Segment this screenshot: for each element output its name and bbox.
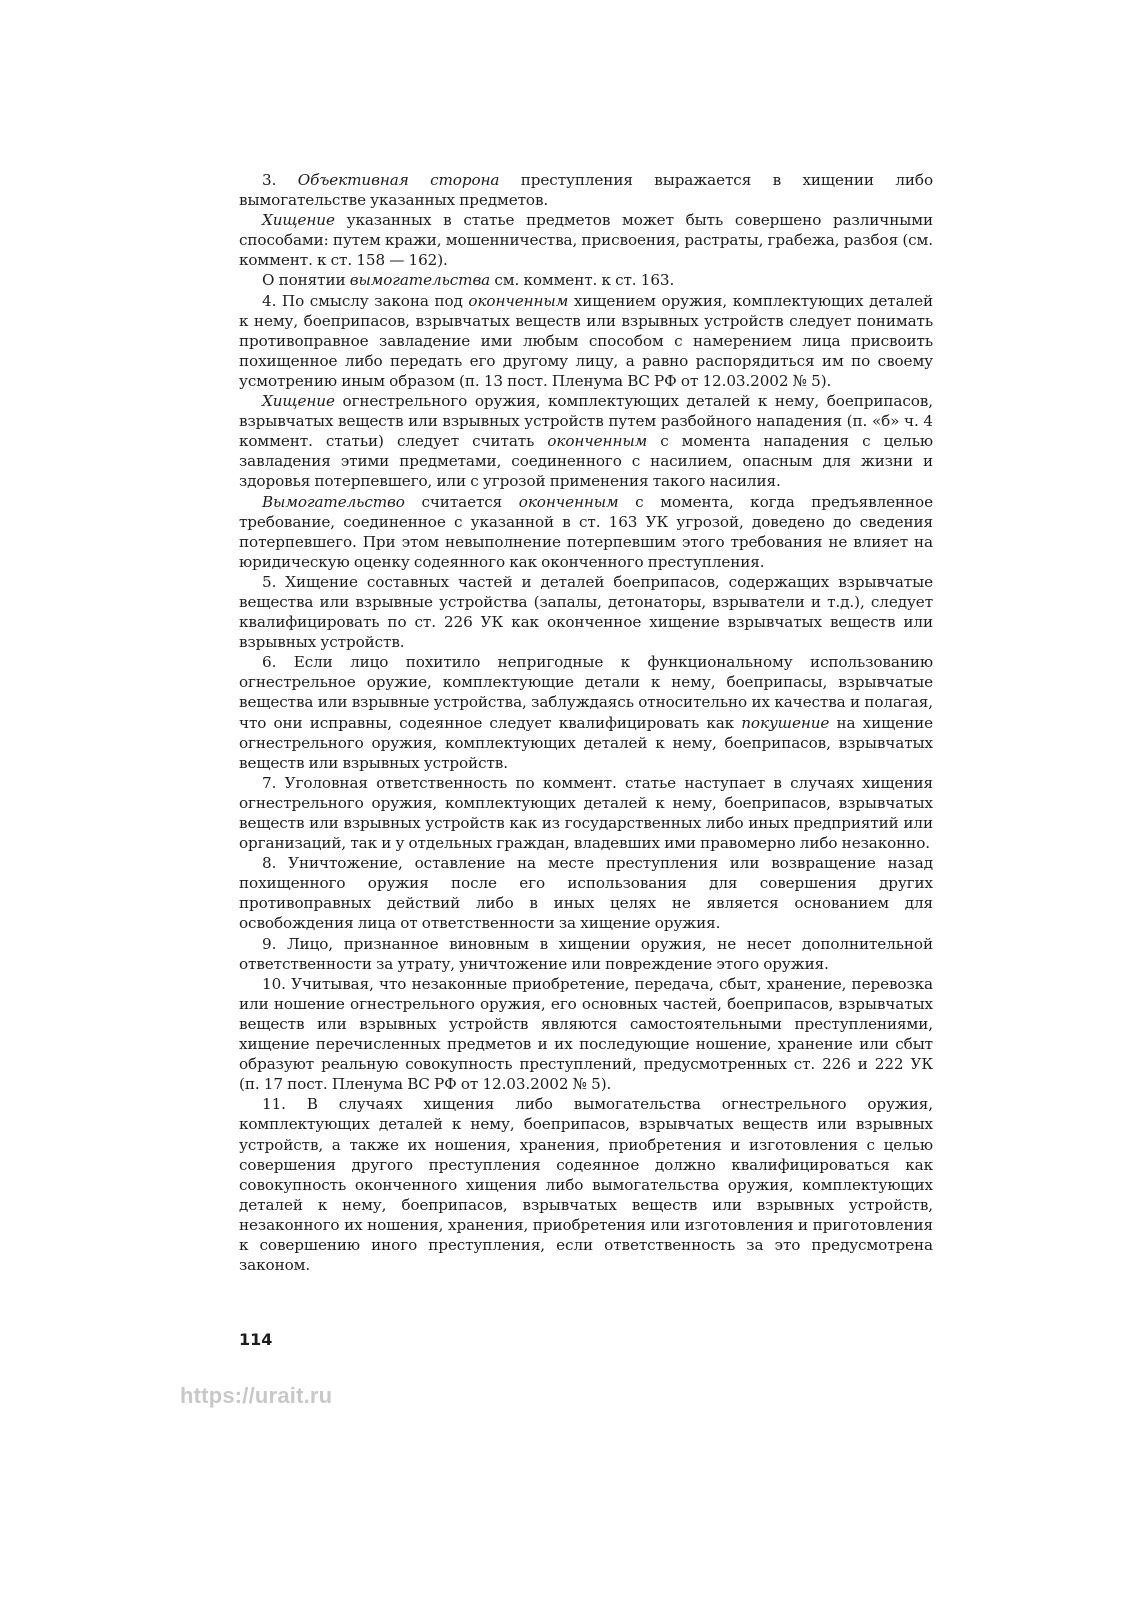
paragraph-text: О понятии [262,271,350,290]
paragraph [239,853,933,933]
paragraph [239,210,933,270]
paragraph-text: преступления выражается в хищении либо вымогательстве указанных предметов. [239,171,933,210]
paragraph-text: 7. Уголовная ответственность по коммент. статье наступает в случаях хищения огнестрельного оружия, комплектующих деталей к нему, боеприпасов, взрывчатых веществ или взрывных устройств как из государственных либо иных предприятий или организаций, так и у отдельных граждан, владевших ими правомерно либо незаконно. [239,773,933,853]
paragraph-text: огнестрельного оружия, комплектующих деталей к нему, боеприпасов, взрывчатых веществ или взрывных устройств путем разбойного нападения (п. «б» ч. 4 коммент. статьи) следует считать [239,392,933,451]
paragraph-text: см. коммент. к ст. 163. [490,271,675,290]
paragraph-text: с момента нападения с целью завладения этими предметами, соединенного с насилием, опасным для жизни и здоровья потерпевшего, или с угрозой применения такого насилия. [239,432,933,491]
emphasized-term: покушение [741,713,830,732]
emphasized-term: оконченным [547,432,648,451]
emphasized-term: Хищение [262,211,335,230]
paragraph-text: хищением оружия, комплектующих деталей к нему, боеприпасов, взрывчатых веществ или взрывных устройств следует понимать противоправное завладение ими любым способом с намерением лица присвоить похищенное либо передать его другому лицу, а равно распорядиться им по своему усмотрению иным образом (п. 13 пост. Пленума ВС РФ от 12.03.2002 № 5). [239,291,933,390]
paragraph [239,934,933,974]
paragraph [239,572,933,652]
paragraph [239,1094,933,1275]
paragraph-text: 10. Учитывая, что незаконные приобретение, передача, сбыт, хранение, перевозка или ношение огнестрельного оружия, его основных частей, боеприпасов, взрывчатых веществ или взрывных устройств являются самостоятельными преступлениями, хищение перечисленных предметов и их последующие ношение, хранение или сбыт образуют реальную совокупность преступлений, предусмотренных ст. 226 и 222 УК (п. 17 пост. Пленума ВС РФ от 12.03.2002 № 5). [239,974,933,1094]
paragraph [239,170,933,210]
paragraph [239,492,933,572]
paragraph-text: 6. Если лицо похитило непригодные к функциональному использованию огнестрельное оружие, комплектующие детали к нему, боеприпасы, взрывчатые вещества или взрывные устройства, заблуждаясь относительно их качества и полагая, что они исправны, содеянное следует квалифицировать как [239,653,933,732]
paragraph-text: 8. Уничтожение, оставление на месте преступления или возвращение назад похищенного оружия после его использования для совершения других противоправных действий либо в иных целях не является основанием для освобождения лица от ответственности за хищение оружия. [239,854,933,933]
paragraph-text: 3. [262,171,298,189]
paragraph [239,270,933,290]
paragraph-text: 11. В случаях хищения либо вымогательства огнестрельного оружия, комплектующих деталей к нему, боеприпасов, взрывчатых веществ или взрывных устройств, а также их ношения, хранения, приобретения и изготовления с целью совершения другого преступления содеянное должно квалифицироваться как совокупность оконченного хищения либо вымогательства оружия, комплектующих деталей к нему, боеприпасов, взрывчатых веществ или взрывных устройств, незаконного их ношения, хранения, приобретения или изготовления и приготовления к совершению иного преступления, если ответственность за это предусмотрена законом. [239,1095,933,1275]
emphasized-term: вымогательства [349,271,491,290]
paragraph-text: на хищение огнестрельного оружия, комплектующих деталей к нему, боеприпасов, взрывчатых веществ или взрывных устройств. [239,713,934,772]
paragraph-text: указанных в статье предметов может быть совершено различными способами: путем кражи, мошенничества, присвоения, растраты, грабежа, разбоя (см. коммент. к ст. 158 — 162). [239,211,933,270]
emphasized-term: оконченным [518,492,619,511]
emphasized-term: Вымогательство [262,492,405,511]
paragraph [239,291,933,391]
paragraph [239,974,933,1095]
paragraph [239,773,933,853]
paragraph [239,391,933,491]
paragraph-text: с момента, когда предъявленное требование, соединенное с указанной в ст. 163 УК угрозой, доведено до сведения потерпевшего. При этом невыполнение потерпевшим этого требования не влияет на юридическую оценку содеянного как оконченного преступления. [239,492,933,571]
paragraph-text: считается [404,492,519,511]
paragraph [239,652,933,773]
body-text [239,170,933,1275]
emphasized-term: оконченным [468,291,569,310]
paragraph-text: 4. По смыслу закона под [262,291,469,310]
paragraph-text: 5. Хищение составных частей и деталей боеприпасов, содержащих взрывчатые вещества или взрывные устройства (запалы, детонаторы, взрыватели и т.д.), следует квалифицировать по ст. 226 УК как оконченное хищение взрывчатых веществ или взрывных устройств. [239,572,933,652]
paragraph-text: 9. Лицо, признанное виновным в хищении оружия, не несет дополнительной ответственности за утрату, уничтожение или повреждение этого оружия. [239,934,933,973]
emphasized-term: Хищение [262,392,335,411]
page-number: 114 [239,1330,273,1349]
source-watermark: https://urait.ru [180,1383,333,1408]
emphasized-term: Объективная сторона [297,171,500,189]
